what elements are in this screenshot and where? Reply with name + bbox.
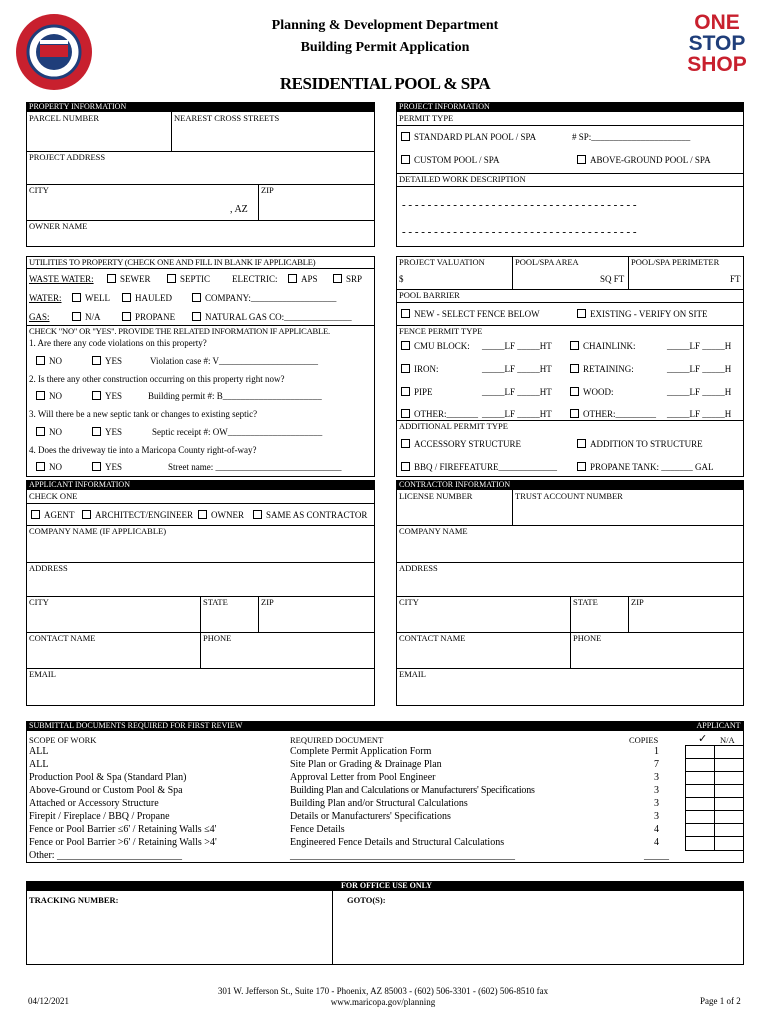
checkbox[interactable] <box>570 409 579 418</box>
goto-label: GOTO(S): <box>347 895 386 905</box>
propane-tank-option[interactable]: PROPANE TANK: _______ GAL <box>577 462 714 473</box>
architect-option[interactable]: ARCHITECT/ENGINEER <box>82 510 193 521</box>
page-title: RESIDENTIAL POOL & SPA <box>279 74 491 93</box>
department-title: Planning & Development Department <box>271 18 499 33</box>
contractor-city-label: CITY <box>399 597 419 607</box>
contractor-email-label: EMAIL <box>399 669 426 679</box>
city-label: CITY <box>29 185 49 195</box>
copies-cell: 4 <box>654 837 659 848</box>
copies-cell: 3 <box>654 785 659 796</box>
contractor-header: CONTRACTOR INFORMATION <box>396 480 744 490</box>
applicant-contact-label: CONTACT NAME <box>29 633 96 643</box>
check-grid <box>685 745 744 851</box>
scope-cell: Attached or Accessory Structure <box>29 798 159 809</box>
wood-option[interactable]: WOOD: <box>570 387 614 398</box>
q1-no[interactable]: NO <box>36 356 62 367</box>
chainlink-option[interactable]: CHAINLINK: <box>570 341 636 352</box>
contractor-company-label: COMPANY NAME <box>399 526 468 536</box>
owner-name-label: OWNER NAME <box>29 221 88 231</box>
footer-website: www.maricopa.gov/planning <box>330 997 436 1007</box>
water-company-option[interactable]: COMPANY:___________________ <box>192 293 336 304</box>
checkbox[interactable] <box>288 274 297 283</box>
retaining-lf-ht[interactable]: _____LF _____H <box>667 364 732 374</box>
street-name-field[interactable]: Street name: ____________________________ <box>168 462 342 472</box>
pool-barrier-label: POOL BARRIER <box>399 290 460 300</box>
same-as-contractor-option[interactable]: SAME AS CONTRACTOR <box>253 510 367 521</box>
copies-col-header: COPIES <box>629 735 659 745</box>
required-col-header: REQUIRED DOCUMENT <box>290 735 384 745</box>
one-stop-shop-logo <box>676 12 758 82</box>
applicant-address-label: ADDRESS <box>29 563 68 573</box>
pool-area-label: POOL/SPA AREA <box>515 257 579 267</box>
submittal-row <box>26 772 686 785</box>
checkbox[interactable] <box>401 309 410 318</box>
revision-date: 04/12/2021 <box>28 996 70 1006</box>
checkbox[interactable] <box>92 391 101 400</box>
question-1: 1. Are there any code violations on this property? <box>29 338 207 348</box>
checkbox[interactable] <box>570 341 579 350</box>
logo-line-3: SHOP <box>687 53 747 76</box>
valuation-dollar: $ <box>399 274 404 284</box>
project-address-label: PROJECT ADDRESS <box>29 152 106 162</box>
pipe-lf-ht[interactable]: _____LF _____HT <box>482 387 552 397</box>
pool-perimeter-label: POOL/SPA PERIMETER <box>631 257 720 267</box>
sewer-option[interactable]: SEWER <box>107 274 151 285</box>
na-col-header: N/A <box>720 735 735 745</box>
trust-account-label: TRUST ACCOUNT NUMBER <box>515 491 623 501</box>
retaining-option[interactable]: RETAINING: <box>570 364 634 375</box>
question-2: 2. Is there any other construction occurring on this property right now? <box>29 374 285 384</box>
checkbox[interactable] <box>198 510 207 519</box>
scope-cell: ALL <box>29 746 49 757</box>
detailed-work-label: DETAILED WORK DESCRIPTION <box>399 174 526 184</box>
work-description-line-2[interactable]: - - - - - - - - - - - - - - - - - - - - - - - - - - - - - - - - - - - - - <box>402 226 637 238</box>
water-label: WATER: <box>29 293 62 303</box>
logo-line-2: STOP <box>688 32 746 55</box>
bbq-option[interactable]: BBQ / FIREFEATURE_____________ <box>401 462 557 473</box>
propane-option[interactable]: PROPANE <box>122 312 175 323</box>
accessory-structure-option[interactable]: ACCESSORY STRUCTURE <box>401 439 521 450</box>
violation-case-field[interactable]: Violation case #: V______________________ <box>150 356 319 366</box>
chainlink-lf-ht[interactable]: _____LF _____H <box>667 341 732 351</box>
checkbox[interactable] <box>333 274 342 283</box>
submittal-row <box>26 850 686 863</box>
checkbox[interactable] <box>577 439 586 448</box>
contractor-address-label: ADDRESS <box>399 563 438 573</box>
checkbox[interactable] <box>577 309 586 318</box>
checkbox[interactable] <box>122 312 131 321</box>
contractor-state-label: STATE <box>573 597 598 607</box>
applicant-col-header: APPLICANT <box>690 721 744 731</box>
submittal-row <box>26 759 686 772</box>
checkbox[interactable] <box>122 293 131 302</box>
zip-label: ZIP <box>261 185 274 195</box>
checkbox[interactable] <box>577 462 586 471</box>
checkbox[interactable] <box>92 356 101 365</box>
document-cell: Details or Manufacturers' Specifications <box>290 811 451 822</box>
well-option[interactable]: WELL <box>72 293 110 304</box>
checkbox[interactable] <box>36 462 45 471</box>
checkbox[interactable] <box>401 462 410 471</box>
office-header: FOR OFFICE USE ONLY <box>26 881 744 891</box>
pipe-option[interactable]: PIPE <box>401 387 433 398</box>
check-one-label: CHECK ONE <box>29 491 78 501</box>
applicant-state-label: STATE <box>203 597 228 607</box>
checkbox[interactable] <box>570 387 579 396</box>
q4-yes[interactable]: YES <box>92 462 122 473</box>
checkbox[interactable] <box>570 364 579 373</box>
parcel-label: PARCEL NUMBER <box>29 113 99 123</box>
footer-address: 301 W. Jefferson St., Suite 170 - Phoenix, AZ 85003 - (602) 506-3301 - (602) 506-8510 fax <box>217 986 549 996</box>
logo-line-1: ONE <box>694 11 740 34</box>
sqft-unit: SQ FT <box>600 274 625 284</box>
checkbox[interactable] <box>401 132 410 141</box>
applicant-phone-label: PHONE <box>203 633 232 643</box>
checkbox[interactable] <box>72 312 81 321</box>
maricopa-county-seal <box>14 12 94 92</box>
applicant-city-label: CITY <box>29 597 49 607</box>
new-fence-option[interactable]: NEW - SELECT FENCE BELOW <box>401 309 540 320</box>
copies-cell: 3 <box>654 798 659 809</box>
q2-yes[interactable]: YES <box>92 391 122 402</box>
submittal-row <box>26 837 686 850</box>
scope-cell: Production Pool & Spa (Standard Plan) <box>29 772 187 783</box>
form-title: Building Permit Application <box>300 40 470 55</box>
document-cell: Engineered Fence Details and Structural Calculations <box>290 837 505 848</box>
septic-option[interactable]: SEPTIC <box>167 274 210 285</box>
custom-pool-option[interactable]: CUSTOM POOL / SPA <box>401 155 499 166</box>
checkbox[interactable] <box>401 341 410 350</box>
q3-yes[interactable]: YES <box>92 427 122 438</box>
office-section <box>26 881 744 965</box>
checkbox[interactable] <box>192 312 201 321</box>
document-cell: Building Plan and Calculations or Manufacturers' Specifications <box>290 785 535 796</box>
cmu-block-option[interactable]: CMU BLOCK: <box>401 341 470 352</box>
agent-option[interactable]: AGENT <box>31 510 75 521</box>
fence-permit-type-label: FENCE PERMIT TYPE <box>399 326 483 336</box>
scope-cell: ALL <box>29 759 49 770</box>
document-cell[interactable]: _____________________________________________ <box>290 850 515 861</box>
document-cell: Fence Details <box>290 824 345 835</box>
questions-header: CHECK "NO" OR "YES". PROVIDE THE RELATED INFORMATION IF APPLICABLE. <box>29 326 330 336</box>
checkbox[interactable] <box>36 391 45 400</box>
document-cell: Approval Letter from Pool Engineer <box>290 772 436 783</box>
septic-receipt-field[interactable]: Septic receipt #: OW_____________________ <box>152 427 323 437</box>
copies-cell: 7 <box>654 759 659 770</box>
ft-unit: FT <box>730 274 741 284</box>
applicant-email-label: EMAIL <box>29 669 56 679</box>
waste-water-label: WASTE WATER: <box>29 274 94 284</box>
contractor-section <box>396 480 744 706</box>
checkbox[interactable] <box>577 155 586 164</box>
check-col-header: ✓ <box>698 732 708 745</box>
question-4: 4. Does the driveway tie into a Maricopa County right-of-way? <box>29 445 257 455</box>
iron-lf-ht[interactable]: _____LF _____HT <box>482 364 552 374</box>
contractor-contact-label: CONTACT NAME <box>399 633 466 643</box>
checkbox[interactable] <box>36 356 45 365</box>
tracking-number-label: TRACKING NUMBER: <box>29 895 119 905</box>
checkbox[interactable] <box>401 387 410 396</box>
document-cell: Complete Permit Application Form <box>290 746 432 757</box>
other2-fence-option[interactable]: OTHER:_________ <box>570 409 656 420</box>
checkbox[interactable] <box>401 364 410 373</box>
sp-number-field[interactable]: # SP:______________________ <box>572 132 691 142</box>
question-3: 3. Will there be a new septic tank or changes to existing septic? <box>29 409 258 419</box>
submittal-row <box>26 824 686 837</box>
cross-streets-label: NEAREST CROSS STREETS <box>174 113 280 123</box>
checkbox[interactable] <box>167 274 176 283</box>
scope-col-header: SCOPE OF WORK <box>29 735 97 745</box>
checkbox[interactable] <box>82 510 91 519</box>
checkbox[interactable] <box>92 427 101 436</box>
submittal-row <box>26 811 686 824</box>
aps-option[interactable]: APS <box>288 274 318 285</box>
gas-na-option[interactable]: N/A <box>72 312 101 323</box>
license-label: LICENSE NUMBER <box>399 491 473 501</box>
checkbox[interactable] <box>401 155 410 164</box>
checkbox[interactable] <box>253 510 262 519</box>
checkbox[interactable] <box>401 439 410 448</box>
gas-label: GAS: <box>29 312 50 322</box>
other-lf-ht[interactable]: _____LF _____HT <box>482 409 552 419</box>
copies-cell: 3 <box>654 811 659 822</box>
copies-cell[interactable]: _____ <box>644 850 669 861</box>
srp-option[interactable]: SRP <box>333 274 362 285</box>
additional-permit-label: ADDITIONAL PERMIT TYPE <box>399 421 508 431</box>
checkbox[interactable] <box>92 462 101 471</box>
iron-option[interactable]: IRON: <box>401 364 439 375</box>
q4-no[interactable]: NO <box>36 462 62 473</box>
document-cell: Building Plan and/or Structural Calculations <box>290 798 468 809</box>
above-ground-option[interactable]: ABOVE-GROUND POOL / SPA <box>577 155 711 166</box>
submittal-row <box>26 746 686 759</box>
work-description-line-1[interactable]: - - - - - - - - - - - - - - - - - - - - - - - - - - - - - - - - - - - - - <box>402 199 637 211</box>
submittal-header: SUBMITTAL DOCUMENTS REQUIRED FOR FIRST REVIEW <box>26 721 714 731</box>
project-header: PROJECT INFORMATION <box>396 102 744 112</box>
natural-gas-option[interactable]: NATURAL GAS CO:_______________ <box>192 312 352 323</box>
checkbox[interactable] <box>36 427 45 436</box>
copies-cell: 1 <box>654 746 659 757</box>
valuation-label: PROJECT VALUATION <box>399 257 485 267</box>
permit-type-label: PERMIT TYPE <box>399 113 454 123</box>
q3-no[interactable]: NO <box>36 427 62 438</box>
cmu-lf-ht[interactable]: _____LF _____HT <box>482 341 552 351</box>
other2-lf-ht[interactable]: _____LF _____H <box>667 409 732 419</box>
copies-cell: 4 <box>654 824 659 835</box>
az-label: , AZ <box>230 204 248 215</box>
wood-lf-ht[interactable]: _____LF _____H <box>667 387 732 397</box>
contractor-zip-label: ZIP <box>631 597 644 607</box>
property-header: PROPERTY INFORMATION <box>26 102 375 112</box>
scope-cell: Fence or Pool Barrier >6' / Retaining Walls >4' <box>29 837 217 848</box>
hauled-option[interactable]: HAULED <box>122 293 172 304</box>
electric-label: ELECTRIC: <box>232 274 278 284</box>
contractor-phone-label: PHONE <box>573 633 602 643</box>
utilities-header: UTILITIES TO PROPERTY (CHECK ONE AND FILL IN BLANK IF APPLICABLE) <box>29 257 316 267</box>
applicant-zip-label: ZIP <box>261 597 274 607</box>
checkbox[interactable] <box>401 409 410 418</box>
building-permit-field[interactable]: Building permit #: B______________________ <box>148 391 322 401</box>
owner-option[interactable]: OWNER <box>198 510 244 521</box>
applicant-header: APPLICANT INFORMATION <box>26 480 375 490</box>
checkbox[interactable] <box>192 293 201 302</box>
copies-cell: 3 <box>654 772 659 783</box>
q1-yes[interactable]: YES <box>92 356 122 367</box>
standard-plan-option[interactable]: STANDARD PLAN POOL / SPA <box>401 132 536 143</box>
checkbox[interactable] <box>72 293 81 302</box>
scope-cell: Firepit / Fireplace / BBQ / Propane <box>29 811 170 822</box>
checkbox[interactable] <box>31 510 40 519</box>
addition-structure-option[interactable]: ADDITION TO STRUCTURE <box>577 439 703 450</box>
submittal-row <box>26 798 686 811</box>
other-fence-option[interactable]: OTHER:_______ <box>401 409 478 420</box>
scope-cell: Fence or Pool Barrier ≤6' / Retaining Walls ≤4' <box>29 824 217 835</box>
applicant-company-label: COMPANY NAME (IF APPLICABLE) <box>29 526 167 536</box>
scope-cell: Above-Ground or Custom Pool & Spa <box>29 785 183 796</box>
q2-no[interactable]: NO <box>36 391 62 402</box>
scope-cell[interactable]: Other: _________________________ <box>29 850 183 861</box>
submittal-row <box>26 785 686 798</box>
document-cell: Site Plan or Grading & Drainage Plan <box>290 759 442 770</box>
checkbox[interactable] <box>107 274 116 283</box>
page-number: Page 1 of 2 <box>700 996 741 1006</box>
existing-fence-option[interactable]: EXISTING - VERIFY ON SITE <box>577 309 708 320</box>
